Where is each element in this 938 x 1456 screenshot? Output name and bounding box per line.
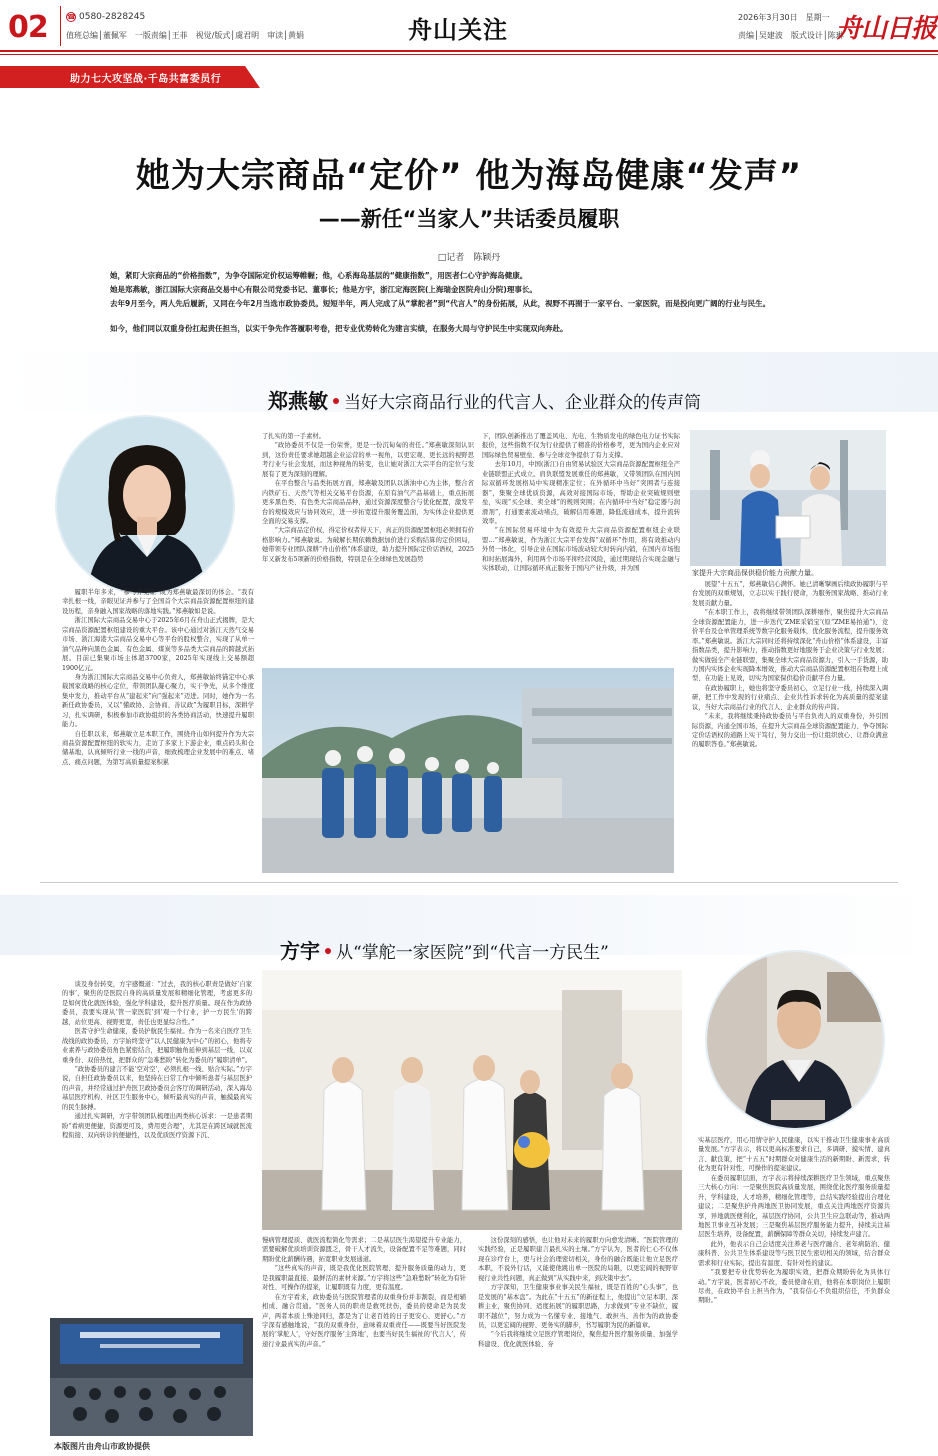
photo-fang-team: [262, 970, 682, 1230]
separator-dot: [325, 948, 331, 954]
section1-column-4: [692, 580, 888, 858]
section2-column-2: [262, 1236, 466, 1436]
section1-column-1: [62, 588, 254, 848]
portrait-fang-image: [707, 952, 885, 1130]
paragraph: 身为浙江国际大宗商品交易中心负责人，郑燕敏始终锚定中心承载国家战略的核心定位，带领团队凝心聚力，实干争先，从多个维度集中发力，推动平台从“建起来”向“强起来”迈进。同时，她作为一名新任政协委员，又以“懂政协、会协商、善议政”为履职目标，深耕学习，扎实调研，积极参加市政协组织的各类协商活动，快速提升履职能力。: [62, 673, 254, 729]
section2-title: 从“掌舵一家医院”到“代言一方民生”: [336, 943, 609, 963]
section2-column-4: [698, 1136, 890, 1432]
masthead-logo: 舟山日报: [836, 14, 937, 44]
photo-caption: 家提升大宗商品保供稳价能力贡献力量。: [692, 569, 818, 577]
portrait-zheng: [55, 415, 235, 595]
paragraph: 自任职以来，郑燕敏立足本职工作，围绕舟山如何提升作为大宗商品资源配置枢纽的软实力，走访了多家上下游企业，重点码头和仓储基地，认真倾听行业一线的声音，细致梳理企业发展中的难点、堵点、痛点问题，为第写高质量提案积累: [62, 730, 254, 766]
paragraph: 在委员履职层面，方宇表示将持续深耕医疗卫生领域，重点聚焦三大核心方向：一是聚焦医院高质量发展，围绕优化医疗服务质量提升，学科建设，人才培养，精细化管理等，总结实践经验提出合理化建议；二是聚焦护舟两地医卫协同发展，重点关注两地医疗资源共享，异地就医便利化，基层医疗协同，公共卫生应急联动等，推动两地医卫事业互补发展；三是聚焦基层医疗服务能力提升，持续关注基层医生培养，设备配置，薪酬保障等群众关切，持续发声建言。: [698, 1174, 890, 1239]
paragraph: “在国际贸易环境中为有效提升大宗商品资源配置枢纽企业联盟…”郑燕敏说，作为浙江大宗平台发挥“双循环”作用，将有效推动内外贸一体化，引导企业在国际市场波动较大时转向内销，在国内市场饱和时拓展海外，利用两个市场平抑经营风险，通过期现结合实现金融与实体联动，让国际循环真正服务于国内产业升级，并为国: [482, 527, 680, 573]
header-phone: [66, 12, 145, 22]
paragraph: 通过扎实调研，方宇带领团队梳理出两类核心诉求：一是患者期盼“看病更便捷，资源更可及，费用更合理”，尤其是在跨区域就医流程衔接、双向转诊的便捷性，以及优质医疗资源下沉、: [62, 1113, 252, 1139]
intro-paragraph: 去年9月至今，两人先后履新，又同在今年2月当选市政协委员。短短半年，两人完成了从“掌舵者”到“代言人”的身份拓展，从此，视野不再囿于一家平台、一家医院，而是投向更广阔的行业与民生。: [110, 299, 771, 308]
section1-heading: [268, 385, 701, 414]
paragraph: 谈及身份转变，方宇感慨道：“过去，我的核心职责是做好‘自家的事’，聚焦的是医院自身的高质量发展和精细化管理，考虑更多的是如何优化就医体验，强化学科建设，提升医疗质量。现在作为政协委员，我要实现从‘管一家医院’到‘观一个行业，护一方民生’的跨越，站位更高、视野更宽，责任也更显综合性。”: [62, 981, 252, 1026]
section2-column-1: [62, 980, 252, 1268]
separator-dot: [333, 398, 339, 404]
paragraph: 实基层医疗，用心用情守护人民健康，以实干推动卫生健康事业高质量发展。”方宇表示，将以更高标准要求自己，多调研、摸实情、建真言、献良策，把“十五五”时期群众对健康生活的新期盼、新需求，转化为更有针对性、可操作的提案建议。: [698, 1137, 890, 1173]
header-staff: 值班总编│董佩军 一版责编│王菲 视觉/版式│虞君明 审读│黄娟: [66, 31, 304, 40]
paragraph: 在方宇看来，政协委员与医院管理者的双重身份并非割裂，而是相辅相成、融合贯通。“医务人员的职责是救死扶伤，委员的使命是为民发声，两者本质上殊途同归，都是为了让老百姓的日子更安心、更舒心。”方宇深有感触地说，“我的双重身份，意味着双重责任——既要当好医院发展的‘掌舵人’，守好医疗服务‘主阵地’，也要当好民生福祉的‘代言人’，传递行业最真实的声音。”: [262, 1293, 466, 1348]
paragraph: 此外，他表示自己会适度关注养老与医疗融合、老年病防治、健康科普、公共卫生体系建设等与医卫民生密切相关的领域，结合群众需求和行业实际，提出有温度、有针对性的建议。: [698, 1240, 890, 1267]
phone-number: 0580-2828245: [79, 12, 146, 22]
paragraph: “未来，我将继续秉持政协委员与平台负责人的双重身份，外引国际资源，内通全国市场，在提升大宗商品全球资源配置能力、争夺国际定价话语权的道路上实干笃行，努力交出一份让组织放心、让群众满意的履职答卷。”郑燕敏说。: [692, 713, 888, 749]
paragraph: 在政协履职上，她也将坚守委员初心，立足行业一线，持续深入调研，把工作中发现的行业痛点、企业共性诉求转化为高质量的提案建议，当好大宗商品行业的代言人、企业群众的传声筒。: [692, 684, 888, 711]
subheadline: ——新任“当家人”共话委员履职: [318, 207, 620, 231]
photo-fang-team-image: [262, 970, 682, 1230]
section1-title: 当好大宗商品行业的代言人、企业群众的传声筒: [344, 393, 701, 413]
section2-column-3: [478, 1236, 678, 1436]
intro-paragraph: 她是郑燕敏，浙江国际大宗商品交易中心有限公司党委书记、董事长；他是方宇，浙江定海医院(上海瑞金医院舟山分院)理事长。: [110, 285, 537, 294]
section-name: 舟山关注: [408, 15, 508, 44]
paragraph: “大宗商品定价权，得定价权者得天下，真正的资源配置枢纽必须拥有价格影响力。”郑燕敏说。为破解长期依赖数据加价进行采购结算的定价困局，她带领专业团队深耕“舟山价格”体系建设，助力提升国际定价话语权，2025年又新发布5项新的价格指数，特别是在全球绿色发展趋势: [262, 527, 474, 563]
section1-column-2: [262, 432, 474, 660]
headline: 她为大宗商品“定价” 他为海岛健康“发声”: [135, 156, 803, 196]
header-divider: [60, 6, 61, 46]
section1-column-3: [482, 432, 680, 660]
paragraph: “今后我将继续立足医疗管理岗位，聚焦提升医疗服务质量、加强学科建设、优化就医体验、夯: [478, 1331, 678, 1348]
photo-zheng-inspection: [262, 668, 674, 873]
footer-photo-credit: 本版图片由舟山市政协提供: [54, 1442, 150, 1451]
section2-name: 方宇: [280, 939, 320, 963]
paragraph: 在平台整合与品类拓展方面，郑燕敏及团队以浙油中心为主体，整合省内铁矿石、天然气等相关交易平台资源，在原有油气产品基础上，重点拓展更多黑色类、有色类大宗商品品种，通过资源深度整合与优化配置，激发平台的规模效应与协同效应，进一步拓宽提升服务覆盖面，为实体企业提供更全面的交易支撑。: [262, 480, 474, 525]
phone-icon: ☎: [67, 13, 76, 21]
photo-zheng-inspection-image: [262, 668, 674, 873]
photo-zheng-site-image: [690, 430, 886, 566]
section2-heading: [280, 935, 609, 964]
paragraph: 履职半年多来，“参与并见证”成为郑燕敏最深切的体会。“我有幸扎根一线，亲眼见证并参与了全国首个大宗商品资源配置枢纽的建设历程，亲身融入国家战略的落地实践。”郑燕敏如是说。: [62, 589, 254, 615]
byline: □记者 陈颖丹: [437, 253, 501, 263]
paragraph: 去年10月，中国(浙江)自由贸易试验区大宗商品资源配置枢纽全产业链联盟正式成立。肩负联盟发展重任的郑燕敏，又带领团队在国内国际双循环发展格局中实现精准定位；在外循环中当好“突围者与连接器”，集聚全球优质资源，高效对接国际市场，帮助企业突破规则壁垒，实现“买全球、卖全球”的规则突围；在内循环中当好“稳定器与润滑剂”，打通要素流动堵点，破解信用难题，降低流通成本，提升流转效率。: [482, 461, 680, 525]
paragraph: 展望“十五五”，郑燕敏信心满怀。她已清晰擘画后续政协履职与平台发展的双重规划，立志以实干践行使命，为服务国家战略、推动行业发展贡献力量。: [692, 581, 888, 607]
paragraph: “我要把专业优势转化为履职实效，把群众期盼转化为具体行动。”方宇说，医者初心不改，委员使命在肩，他将在本职岗位上履职尽责，在政协平台上担当作为，“我有信心不负组织信任，不负群众期盼。”: [698, 1269, 890, 1305]
paragraph: 浙江国际大宗商品交易中心于2025年6月在舟山正式揭牌，是大宗商品资源配置枢纽建设的重大平台。该中心通过对浙江天然气交易市场、浙江海港大宗商品交易中心等平台的股权整合，实现了从单一油气品种向黑色金属、有色金属、煤炭等多品类大宗商品的跨越式拓展。目前已集聚市场主体超3700家，2025年实现线上交易额超1900亿元。: [62, 617, 254, 672]
paragraph: “政协委员的建言不能‘空对空’，必须扎根一线、贴合实际。”方宇说，自担任政协委员以来，他坚持在日常工作中倾听患者与基层医护的声音，并经常通过护舟医卫政协委员会客厅的调研活动，深入海岛基层医疗机构、社区卫生服务中心，倾听最真实的声音，触摸最真实的民生脉搏。: [62, 1065, 252, 1111]
header-right-staff: 责编│吴建波 版式设计│陈琳: [738, 31, 844, 40]
portrait-zheng-image: [57, 417, 235, 595]
paragraph: “这些真实的声音，既是我优化医院管理、提升服务质量的动力，更是我履职最直接、最鲜活的素材来源。”方宇将这些“急难愁盼”转化为有针对性、可操作的提案，让履职既有力度，更有温度。: [262, 1265, 466, 1292]
photo-fang-meeting: [50, 1318, 253, 1436]
paragraph: 下，团队创新推出了覆盖风电、光电、生物质发电的绿色电力证书实际报价，这些指数不仅为行业提供了精准的价格参考，更为国内企业应对国际绿色贸易壁垒、参与全球竞争提供了有力支撑。: [482, 433, 680, 459]
page-number: 02: [8, 10, 48, 45]
paragraph: 慢病管理提质、就医流程简化等需求；二是基层医生渴望提升专业能力，需要破解优质培训资源匮乏，骨干人才流失，设备配置不足等难题，同时期盼优化薪酬待遇，拓宽职业发展通道。: [262, 1237, 466, 1263]
paragraph: “在本职工作上，我将继续带领团队深耕细作，聚焦提升大宗商品全球资源配置能力，进一步迭代‘ZME采销宝’(原“ZME易拍通”)、竞价平台及仓单管理系统等数字化服务载体，优化服务流程，提升服务效率。”郑燕敏说。浙江大宗同时还将持续深化“舟山价格”体系建设，丰富指数品类，提升影响力，推动指数更好地服务于企业决策与行业发展；做实做强全产业链联盟，集聚全球大宗商品资源力，引入一手货源，助力国内实体企业实现降本增效，推动大宗商品资源配置枢纽在物理上成型、在功能上见效，切实为国家保供稳价贡献平台力量。: [692, 609, 888, 683]
page-header: [0, 0, 938, 62]
header-rule-thin: [0, 54, 938, 55]
section1-name: 郑燕敏: [268, 389, 328, 413]
paragraph: 了扎实的第一手素材。: [262, 433, 325, 440]
paragraph: 医者守护生命健康，委员护航民生福祉。作为一名来自医疗卫生战线的政协委员，方宇始终坚守“以人民健康为中心”的初心，他将专业素养与政协委员角色紧密结合，把履职触角延伸到基层一线，以双重身份、双倍热忱，把群众的“急难愁盼”转化为委员的“履职清单”。: [62, 1028, 252, 1064]
header-rule: [0, 50, 938, 52]
photo-zheng-site: [690, 430, 886, 566]
dateline: 2026年3月30日 星期一: [738, 13, 830, 22]
paragraph: “政协委员不仅是一份荣誉，更是一份沉甸甸的责任。”郑燕敏深刻认识到，这份责任要求她超越企业运营的单一视角，以更宏观、更长远的视野思考行业与社会发展，而这种视角的转变，也让她对浙江大宗平台的定位与发展有了更为深刻的理解。: [262, 442, 474, 478]
intro-paragraph: 她，紧盯大宗商品的“价格指数”，为争夺国际定价权运筹帷幄；他，心系海岛基层的“健康指数”，用医者仁心守护海岛健康。: [110, 271, 528, 280]
section-divider: [40, 882, 898, 883]
intro-paragraph: 如今，他们同以双重身份扛起责任担当，以实干争先作答履职考卷，把专业优势转化为建言实绩，在服务大局与守护民生中实现双向奔赴。: [110, 324, 568, 333]
paragraph: 方宇深知，卫生健康事业事关民生福祉，既是百姓的“心头事”，也是发展的“基本盘”。为此在“十五五”的新征程上，他提出“立足本职、深耕主业，聚焦协同、适度拓展”的履职思路，力求做到“专业不缺位，履职不越位”，努力成为一名懂专业、接地气、敢担当、善作为的政协委员，以更宏阔的视野、更务实的脚步，书写履职为民的新篇章。: [478, 1284, 678, 1329]
paragraph: 这份深刻的感悟，也让他对未来的履职方向愈发清晰。“医院管理的实践经验，正是履职建言最扎实的土壤。”方宇认为，医者的仁心不仅体现在诊疗台上，更与社会治理密切相关，身份的融合既能让他立足医疗本职，不说外行话，又能使他跳出单一医院的局限，以更宏阔的视野审视行业共性问题，真正做到“从实践中来，到决策中去”。: [478, 1237, 678, 1282]
column-banner-text: 助力七大攻坚战·千岛共富委员行: [70, 74, 222, 85]
portrait-fang: [705, 950, 885, 1130]
photo-fang-meeting-image: [50, 1318, 253, 1436]
